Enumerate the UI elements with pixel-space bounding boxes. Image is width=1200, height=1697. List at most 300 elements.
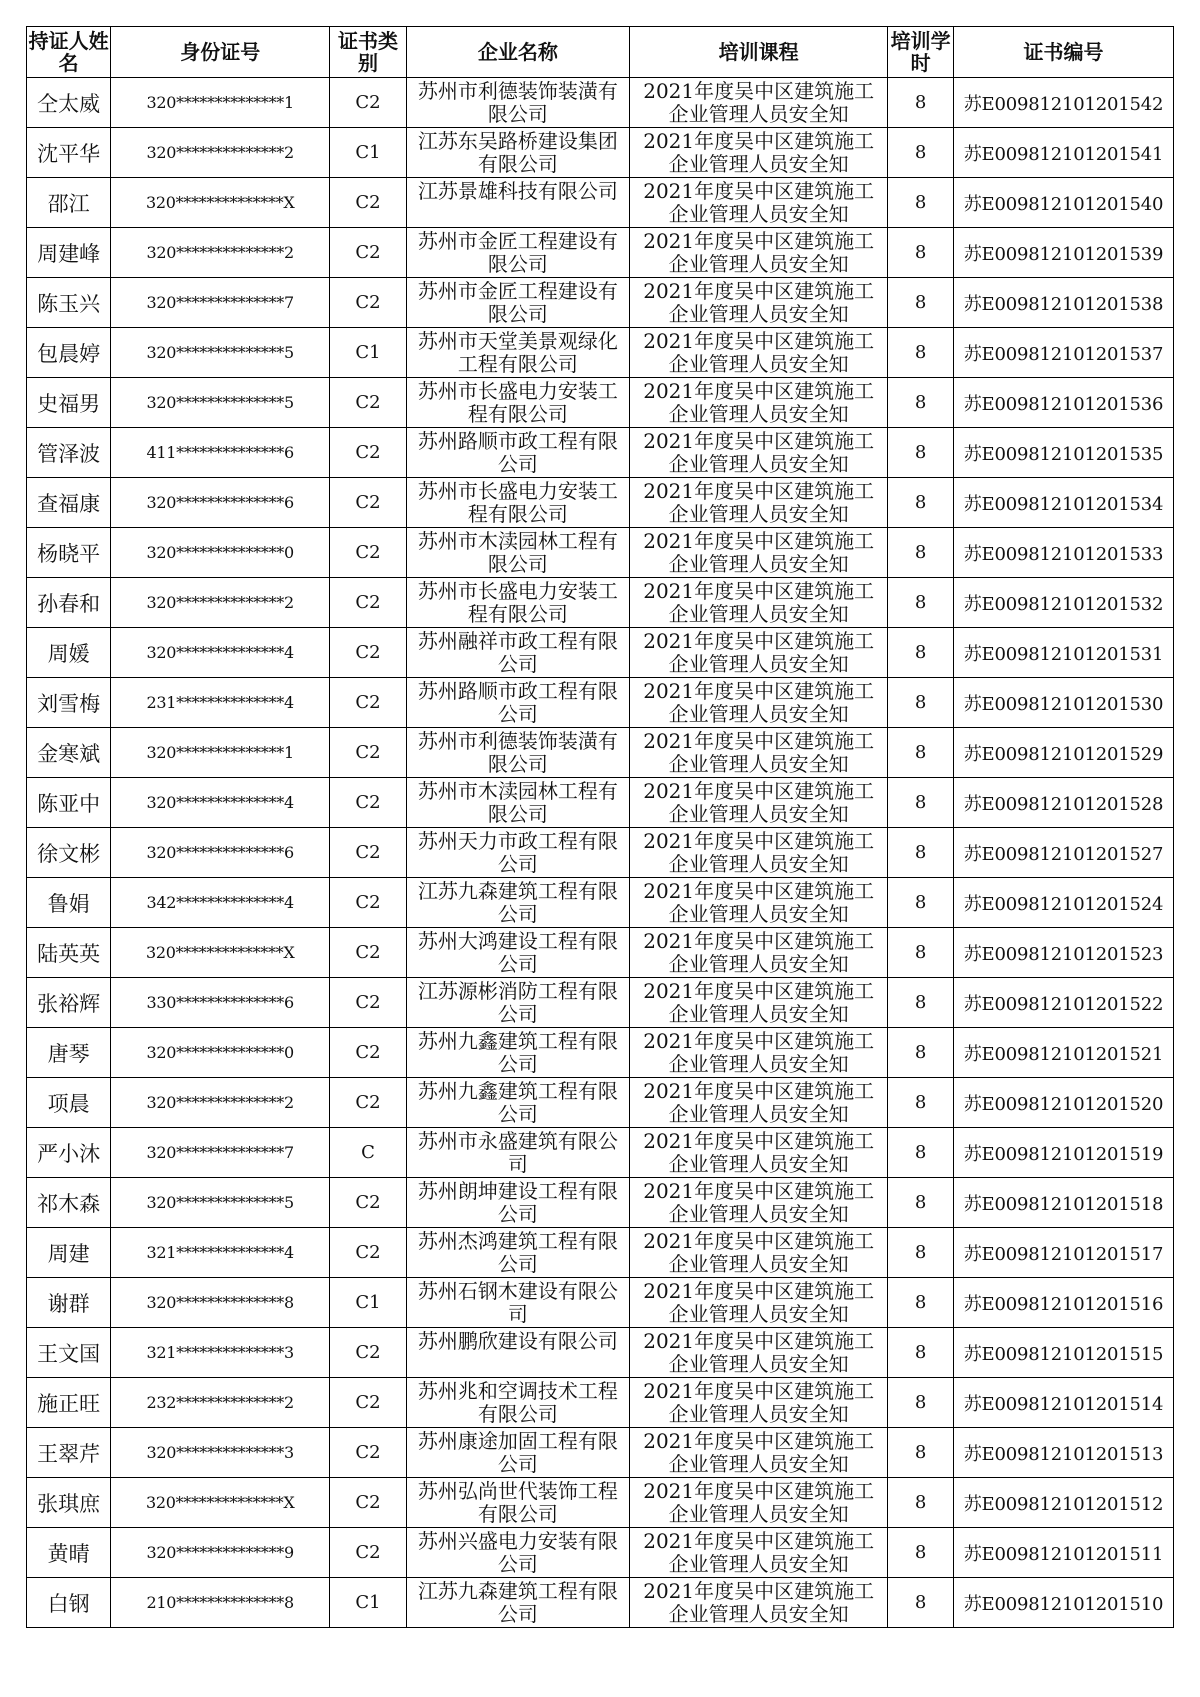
enterprise-name-cell bbox=[406, 778, 629, 828]
cert-type-cell: C2 bbox=[330, 578, 407, 628]
cert-type-cell: C2 bbox=[330, 728, 407, 778]
training-course: 2021年度吴中区建筑施工企业管理人员安全知 bbox=[643, 1179, 875, 1226]
table-row bbox=[27, 1028, 1174, 1078]
training-course-cell bbox=[630, 278, 888, 328]
enterprise-name-cell bbox=[406, 378, 629, 428]
enterprise-name: 江苏九森建筑工程有限公司 bbox=[417, 1579, 618, 1626]
cert-number-cell: 苏E009812101201512 bbox=[953, 1478, 1173, 1528]
training-course-cell bbox=[630, 1228, 888, 1278]
cert-type-cell: C2 bbox=[330, 1528, 407, 1578]
training-course-cell bbox=[630, 228, 888, 278]
cert-number-cell: 苏E009812101201538 bbox=[953, 278, 1173, 328]
training-hours-cell: 8 bbox=[888, 478, 954, 528]
training-course-cell bbox=[630, 478, 888, 528]
training-course-cell bbox=[630, 128, 888, 178]
id-number-cell: 320**************2 bbox=[111, 1078, 330, 1128]
holder-name-cell: 邵江 bbox=[27, 178, 111, 228]
training-course: 2021年度吴中区建筑施工企业管理人员安全知 bbox=[643, 279, 875, 326]
training-course-cell bbox=[630, 1278, 888, 1328]
cert-type-cell: C2 bbox=[330, 428, 407, 478]
training-course: 2021年度吴中区建筑施工企业管理人员安全知 bbox=[643, 479, 875, 526]
id-number-cell: 342**************4 bbox=[111, 878, 330, 928]
cert-type-cell: C2 bbox=[330, 378, 407, 428]
cert-type-cell: C2 bbox=[330, 78, 407, 128]
training-course-cell bbox=[630, 978, 888, 1028]
enterprise-name-cell bbox=[406, 278, 629, 328]
enterprise-name-cell bbox=[406, 1028, 629, 1078]
training-course-cell bbox=[630, 628, 888, 678]
enterprise-name-cell bbox=[406, 578, 629, 628]
enterprise-name: 苏州市长盛电力安装工程有限公司 bbox=[417, 479, 618, 526]
cert-type-cell: C1 bbox=[330, 128, 407, 178]
cert-number-cell: 苏E009812101201537 bbox=[953, 328, 1173, 378]
holder-name-cell: 孙春和 bbox=[27, 578, 111, 628]
table-row bbox=[27, 1478, 1174, 1528]
id-number-cell: 320**************1 bbox=[111, 78, 330, 128]
enterprise-name: 江苏九森建筑工程有限公司 bbox=[417, 879, 618, 926]
table-row bbox=[27, 378, 1174, 428]
training-course: 2021年度吴中区建筑施工企业管理人员安全知 bbox=[643, 879, 875, 926]
training-hours-cell: 8 bbox=[888, 378, 954, 428]
enterprise-name: 江苏源彬消防工程有限公司 bbox=[417, 979, 618, 1026]
header-hours: 培训学时 bbox=[888, 27, 954, 78]
training-course-cell bbox=[630, 1578, 888, 1628]
holder-name-cell: 管泽波 bbox=[27, 428, 111, 478]
cert-type-cell: C2 bbox=[330, 978, 407, 1028]
cert-number-cell: 苏E009812101201514 bbox=[953, 1378, 1173, 1428]
id-number-cell: 320**************6 bbox=[111, 828, 330, 878]
enterprise-name: 江苏东吴路桥建设集团有限公司 bbox=[417, 129, 618, 176]
training-course: 2021年度吴中区建筑施工企业管理人员安全知 bbox=[643, 1029, 875, 1076]
cert-number-cell: 苏E009812101201517 bbox=[953, 1228, 1173, 1278]
header-cert-no: 证书编号 bbox=[953, 27, 1173, 78]
training-course: 2021年度吴中区建筑施工企业管理人员安全知 bbox=[643, 79, 875, 126]
enterprise-name: 苏州石钢木建设有限公司 bbox=[417, 1279, 618, 1326]
enterprise-name: 苏州路顺市政工程有限公司 bbox=[417, 679, 618, 726]
training-course: 2021年度吴中区建筑施工企业管理人员安全知 bbox=[643, 529, 875, 576]
training-hours-cell: 8 bbox=[888, 528, 954, 578]
training-hours-cell: 8 bbox=[888, 1328, 954, 1378]
training-course-cell bbox=[630, 1428, 888, 1478]
training-course-cell bbox=[630, 578, 888, 628]
training-hours-cell: 8 bbox=[888, 1478, 954, 1528]
cert-number-cell: 苏E009812101201519 bbox=[953, 1128, 1173, 1178]
training-course: 2021年度吴中区建筑施工企业管理人员安全知 bbox=[643, 1279, 875, 1326]
table-row bbox=[27, 678, 1174, 728]
table-body bbox=[27, 78, 1174, 1628]
training-course-cell bbox=[630, 528, 888, 578]
training-hours-cell: 8 bbox=[888, 278, 954, 328]
table-row bbox=[27, 1528, 1174, 1578]
id-number-cell: 321**************4 bbox=[111, 1228, 330, 1278]
table-row bbox=[27, 78, 1174, 128]
id-number-cell: 320**************5 bbox=[111, 328, 330, 378]
enterprise-name-cell bbox=[406, 978, 629, 1028]
holder-name-cell: 沈平华 bbox=[27, 128, 111, 178]
training-course: 2021年度吴中区建筑施工企业管理人员安全知 bbox=[643, 729, 875, 776]
training-course-cell bbox=[630, 1528, 888, 1578]
id-number-cell: 330**************6 bbox=[111, 978, 330, 1028]
id-number-cell: 320**************5 bbox=[111, 1178, 330, 1228]
training-course-cell bbox=[630, 778, 888, 828]
cert-number-cell: 苏E009812101201533 bbox=[953, 528, 1173, 578]
holder-name-cell: 查福康 bbox=[27, 478, 111, 528]
holder-name-cell: 金寒斌 bbox=[27, 728, 111, 778]
table-row bbox=[27, 628, 1174, 678]
training-hours-cell: 8 bbox=[888, 1028, 954, 1078]
training-course: 2021年度吴中区建筑施工企业管理人员安全知 bbox=[643, 779, 875, 826]
training-hours-cell: 8 bbox=[888, 628, 954, 678]
enterprise-name-cell bbox=[406, 128, 629, 178]
table-row bbox=[27, 428, 1174, 478]
training-course: 2021年度吴中区建筑施工企业管理人员安全知 bbox=[643, 179, 875, 226]
cert-number-cell: 苏E009812101201534 bbox=[953, 478, 1173, 528]
training-course: 2021年度吴中区建筑施工企业管理人员安全知 bbox=[643, 379, 875, 426]
enterprise-name: 江苏景雄科技有限公司 bbox=[417, 179, 618, 203]
cert-number-cell: 苏E009812101201536 bbox=[953, 378, 1173, 428]
holder-name-cell: 白钢 bbox=[27, 1578, 111, 1628]
id-number-cell: 320**************X bbox=[111, 928, 330, 978]
enterprise-name: 苏州朗坤建设工程有限公司 bbox=[417, 1179, 618, 1226]
id-number-cell: 411**************6 bbox=[111, 428, 330, 478]
enterprise-name-cell bbox=[406, 228, 629, 278]
table-row bbox=[27, 878, 1174, 928]
table-row bbox=[27, 978, 1174, 1028]
training-course: 2021年度吴中区建筑施工企业管理人员安全知 bbox=[643, 679, 875, 726]
training-course: 2021年度吴中区建筑施工企业管理人员安全知 bbox=[643, 579, 875, 626]
enterprise-name-cell bbox=[406, 828, 629, 878]
holder-name-cell: 徐文彬 bbox=[27, 828, 111, 878]
cert-type-cell: C1 bbox=[330, 1278, 407, 1328]
enterprise-name-cell bbox=[406, 328, 629, 378]
id-number-cell: 320**************0 bbox=[111, 1028, 330, 1078]
training-hours-cell: 8 bbox=[888, 228, 954, 278]
enterprise-name-cell bbox=[406, 428, 629, 478]
training-course: 2021年度吴中区建筑施工企业管理人员安全知 bbox=[643, 1329, 875, 1376]
training-course-cell bbox=[630, 1378, 888, 1428]
holder-name-cell: 唐琴 bbox=[27, 1028, 111, 1078]
holder-name-cell: 张裕辉 bbox=[27, 978, 111, 1028]
training-hours-cell: 8 bbox=[888, 1428, 954, 1478]
holder-name-cell: 周媛 bbox=[27, 628, 111, 678]
header-name: 持证人姓名 bbox=[27, 27, 111, 78]
table-row bbox=[27, 1178, 1174, 1228]
cert-type-cell: C2 bbox=[330, 1228, 407, 1278]
holder-name-cell: 施正旺 bbox=[27, 1378, 111, 1428]
cert-type-cell: C2 bbox=[330, 278, 407, 328]
training-hours-cell: 8 bbox=[888, 878, 954, 928]
training-course-cell bbox=[630, 828, 888, 878]
enterprise-name-cell bbox=[406, 1178, 629, 1228]
certificate-table bbox=[26, 26, 1174, 1628]
table-row bbox=[27, 1278, 1174, 1328]
table-row bbox=[27, 1428, 1174, 1478]
training-course-cell bbox=[630, 878, 888, 928]
enterprise-name-cell bbox=[406, 1478, 629, 1528]
enterprise-name-cell bbox=[406, 1278, 629, 1328]
enterprise-name-cell bbox=[406, 178, 629, 228]
holder-name-cell: 谢群 bbox=[27, 1278, 111, 1328]
training-course-cell bbox=[630, 928, 888, 978]
training-hours-cell: 8 bbox=[888, 1278, 954, 1328]
table-row bbox=[27, 828, 1174, 878]
training-hours-cell: 8 bbox=[888, 678, 954, 728]
enterprise-name: 苏州市金匠工程建设有限公司 bbox=[417, 229, 618, 276]
table-row bbox=[27, 778, 1174, 828]
training-hours-cell: 8 bbox=[888, 128, 954, 178]
id-number-cell: 320**************6 bbox=[111, 478, 330, 528]
enterprise-name: 苏州市长盛电力安装工程有限公司 bbox=[417, 579, 618, 626]
enterprise-name-cell bbox=[406, 1228, 629, 1278]
cert-number-cell: 苏E009812101201539 bbox=[953, 228, 1173, 278]
id-number-cell: 320**************0 bbox=[111, 528, 330, 578]
holder-name-cell: 刘雪梅 bbox=[27, 678, 111, 728]
training-course: 2021年度吴中区建筑施工企业管理人员安全知 bbox=[643, 929, 875, 976]
cert-number-cell: 苏E009812101201535 bbox=[953, 428, 1173, 478]
enterprise-name: 苏州市木渎园林工程有限公司 bbox=[417, 529, 618, 576]
cert-type-cell: C2 bbox=[330, 878, 407, 928]
cert-number-cell: 苏E009812101201515 bbox=[953, 1328, 1173, 1378]
table-row bbox=[27, 1378, 1174, 1428]
training-hours-cell: 8 bbox=[888, 1578, 954, 1628]
cert-number-cell: 苏E009812101201523 bbox=[953, 928, 1173, 978]
header-enterprise: 企业名称 bbox=[406, 27, 629, 78]
training-hours-cell: 8 bbox=[888, 978, 954, 1028]
enterprise-name: 苏州融祥市政工程有限公司 bbox=[417, 629, 618, 676]
enterprise-name-cell bbox=[406, 528, 629, 578]
enterprise-name: 苏州兆和空调技术工程有限公司 bbox=[417, 1379, 618, 1426]
header-id: 身份证号 bbox=[111, 27, 330, 78]
table-row bbox=[27, 528, 1174, 578]
cert-type-cell: C2 bbox=[330, 1428, 407, 1478]
enterprise-name-cell bbox=[406, 1578, 629, 1628]
training-course-cell bbox=[630, 178, 888, 228]
cert-type-cell: C2 bbox=[330, 178, 407, 228]
enterprise-name: 苏州九鑫建筑工程有限公司 bbox=[417, 1079, 618, 1126]
header-course: 培训课程 bbox=[630, 27, 888, 78]
cert-number-cell: 苏E009812101201520 bbox=[953, 1078, 1173, 1128]
training-course: 2021年度吴中区建筑施工企业管理人员安全知 bbox=[643, 1479, 875, 1526]
cert-type-cell: C2 bbox=[330, 928, 407, 978]
id-number-cell: 320**************7 bbox=[111, 278, 330, 328]
table-row bbox=[27, 1328, 1174, 1378]
cert-type-cell: C2 bbox=[330, 678, 407, 728]
cert-number-cell: 苏E009812101201530 bbox=[953, 678, 1173, 728]
table-row bbox=[27, 478, 1174, 528]
id-number-cell: 320**************4 bbox=[111, 778, 330, 828]
id-number-cell: 320**************1 bbox=[111, 728, 330, 778]
training-course: 2021年度吴中区建筑施工企业管理人员安全知 bbox=[643, 1229, 875, 1276]
table-row bbox=[27, 1578, 1174, 1628]
header-row bbox=[27, 27, 1174, 78]
holder-name-cell: 周建 bbox=[27, 1228, 111, 1278]
cert-type-cell: C2 bbox=[330, 628, 407, 678]
id-number-cell: 320**************8 bbox=[111, 1278, 330, 1328]
enterprise-name-cell bbox=[406, 78, 629, 128]
enterprise-name: 苏州市利德装饰装潢有限公司 bbox=[417, 79, 618, 126]
training-course-cell bbox=[630, 1028, 888, 1078]
cert-number-cell: 苏E009812101201528 bbox=[953, 778, 1173, 828]
holder-name-cell: 王文国 bbox=[27, 1328, 111, 1378]
cert-type-cell: C2 bbox=[330, 1028, 407, 1078]
enterprise-name: 苏州杰鸿建筑工程有限公司 bbox=[417, 1229, 618, 1276]
cert-type-cell: C2 bbox=[330, 1478, 407, 1528]
cert-type-cell: C2 bbox=[330, 778, 407, 828]
holder-name-cell: 祁木森 bbox=[27, 1178, 111, 1228]
holder-name-cell: 黄晴 bbox=[27, 1528, 111, 1578]
enterprise-name: 苏州市金匠工程建设有限公司 bbox=[417, 279, 618, 326]
training-course: 2021年度吴中区建筑施工企业管理人员安全知 bbox=[643, 129, 875, 176]
enterprise-name: 苏州兴盛电力安装有限公司 bbox=[417, 1529, 618, 1576]
training-course: 2021年度吴中区建筑施工企业管理人员安全知 bbox=[643, 1079, 875, 1126]
holder-name-cell: 周建峰 bbox=[27, 228, 111, 278]
table-row bbox=[27, 128, 1174, 178]
enterprise-name: 苏州市天堂美景观绿化工程有限公司 bbox=[417, 329, 618, 376]
cert-number-cell: 苏E009812101201516 bbox=[953, 1278, 1173, 1328]
enterprise-name: 苏州天力市政工程有限公司 bbox=[417, 829, 618, 876]
enterprise-name-cell bbox=[406, 1078, 629, 1128]
training-hours-cell: 8 bbox=[888, 1228, 954, 1278]
cert-number-cell: 苏E009812101201513 bbox=[953, 1428, 1173, 1478]
cert-number-cell: 苏E009812101201511 bbox=[953, 1528, 1173, 1578]
cert-type-cell: C2 bbox=[330, 1328, 407, 1378]
holder-name-cell: 史福男 bbox=[27, 378, 111, 428]
id-number-cell: 320**************X bbox=[111, 1478, 330, 1528]
training-course-cell bbox=[630, 728, 888, 778]
enterprise-name-cell bbox=[406, 1378, 629, 1428]
training-hours-cell: 8 bbox=[888, 328, 954, 378]
training-course: 2021年度吴中区建筑施工企业管理人员安全知 bbox=[643, 1129, 875, 1176]
cert-type-cell: C2 bbox=[330, 1178, 407, 1228]
cert-number-cell: 苏E009812101201541 bbox=[953, 128, 1173, 178]
cert-number-cell: 苏E009812101201542 bbox=[953, 78, 1173, 128]
id-number-cell: 321**************3 bbox=[111, 1328, 330, 1378]
enterprise-name-cell bbox=[406, 678, 629, 728]
training-hours-cell: 8 bbox=[888, 428, 954, 478]
training-course-cell bbox=[630, 78, 888, 128]
id-number-cell: 320**************4 bbox=[111, 628, 330, 678]
table-row bbox=[27, 228, 1174, 278]
enterprise-name-cell bbox=[406, 728, 629, 778]
enterprise-name: 苏州市利德装饰装潢有限公司 bbox=[417, 729, 618, 776]
cert-type-cell: C bbox=[330, 1128, 407, 1178]
enterprise-name-cell bbox=[406, 928, 629, 978]
enterprise-name: 苏州九鑫建筑工程有限公司 bbox=[417, 1029, 618, 1076]
training-course-cell bbox=[630, 1178, 888, 1228]
id-number-cell: 232**************2 bbox=[111, 1378, 330, 1428]
training-course: 2021年度吴中区建筑施工企业管理人员安全知 bbox=[643, 829, 875, 876]
table-row bbox=[27, 178, 1174, 228]
id-number-cell: 320**************2 bbox=[111, 578, 330, 628]
cert-number-cell: 苏E009812101201532 bbox=[953, 578, 1173, 628]
training-hours-cell: 8 bbox=[888, 728, 954, 778]
id-number-cell: 320**************7 bbox=[111, 1128, 330, 1178]
cert-number-cell: 苏E009812101201527 bbox=[953, 828, 1173, 878]
holder-name-cell: 杨晓平 bbox=[27, 528, 111, 578]
cert-number-cell: 苏E009812101201522 bbox=[953, 978, 1173, 1028]
id-number-cell: 320**************X bbox=[111, 178, 330, 228]
enterprise-name: 苏州市木渎园林工程有限公司 bbox=[417, 779, 618, 826]
holder-name-cell: 陆英英 bbox=[27, 928, 111, 978]
training-hours-cell: 8 bbox=[888, 778, 954, 828]
training-hours-cell: 8 bbox=[888, 1128, 954, 1178]
enterprise-name-cell bbox=[406, 478, 629, 528]
enterprise-name-cell bbox=[406, 1428, 629, 1478]
cert-type-cell: C1 bbox=[330, 328, 407, 378]
cert-type-cell: C1 bbox=[330, 1578, 407, 1628]
training-course-cell bbox=[630, 1478, 888, 1528]
cert-type-cell: C2 bbox=[330, 528, 407, 578]
cert-number-cell: 苏E009812101201524 bbox=[953, 878, 1173, 928]
table-row bbox=[27, 578, 1174, 628]
training-course-cell bbox=[630, 1128, 888, 1178]
training-course: 2021年度吴中区建筑施工企业管理人员安全知 bbox=[643, 1379, 875, 1426]
id-number-cell: 231**************4 bbox=[111, 678, 330, 728]
id-number-cell: 320**************5 bbox=[111, 378, 330, 428]
enterprise-name-cell bbox=[406, 1528, 629, 1578]
id-number-cell: 210**************8 bbox=[111, 1578, 330, 1628]
training-course: 2021年度吴中区建筑施工企业管理人员安全知 bbox=[643, 629, 875, 676]
training-hours-cell: 8 bbox=[888, 578, 954, 628]
training-hours-cell: 8 bbox=[888, 928, 954, 978]
cert-type-cell: C2 bbox=[330, 828, 407, 878]
enterprise-name-cell bbox=[406, 1128, 629, 1178]
table-row bbox=[27, 928, 1174, 978]
holder-name-cell: 王翠芹 bbox=[27, 1428, 111, 1478]
enterprise-name: 苏州大鸿建设工程有限公司 bbox=[417, 929, 618, 976]
table-row bbox=[27, 1228, 1174, 1278]
training-hours-cell: 8 bbox=[888, 1078, 954, 1128]
training-course: 2021年度吴中区建筑施工企业管理人员安全知 bbox=[643, 979, 875, 1026]
training-course-cell bbox=[630, 328, 888, 378]
training-hours-cell: 8 bbox=[888, 828, 954, 878]
id-number-cell: 320**************9 bbox=[111, 1528, 330, 1578]
table-row bbox=[27, 328, 1174, 378]
id-number-cell: 320**************2 bbox=[111, 228, 330, 278]
cert-type-cell: C2 bbox=[330, 1378, 407, 1428]
holder-name-cell: 项晨 bbox=[27, 1078, 111, 1128]
id-number-cell: 320**************2 bbox=[111, 128, 330, 178]
enterprise-name: 苏州鹏欣建设有限公司 bbox=[417, 1329, 618, 1353]
enterprise-name-cell bbox=[406, 878, 629, 928]
enterprise-name-cell bbox=[406, 1328, 629, 1378]
training-course-cell bbox=[630, 428, 888, 478]
enterprise-name-cell bbox=[406, 628, 629, 678]
holder-name-cell: 仝太威 bbox=[27, 78, 111, 128]
training-course: 2021年度吴中区建筑施工企业管理人员安全知 bbox=[643, 229, 875, 276]
certificate-list-sheet bbox=[26, 26, 1174, 1628]
training-hours-cell: 8 bbox=[888, 1528, 954, 1578]
training-course: 2021年度吴中区建筑施工企业管理人员安全知 bbox=[643, 429, 875, 476]
training-hours-cell: 8 bbox=[888, 78, 954, 128]
enterprise-name: 苏州市永盛建筑有限公司 bbox=[417, 1129, 618, 1176]
training-course: 2021年度吴中区建筑施工企业管理人员安全知 bbox=[643, 1429, 875, 1476]
training-course-cell bbox=[630, 378, 888, 428]
cert-number-cell: 苏E009812101201540 bbox=[953, 178, 1173, 228]
cert-number-cell: 苏E009812101201521 bbox=[953, 1028, 1173, 1078]
header-type: 证书类别 bbox=[330, 27, 407, 78]
id-number-cell: 320**************3 bbox=[111, 1428, 330, 1478]
cert-type-cell: C2 bbox=[330, 228, 407, 278]
training-hours-cell: 8 bbox=[888, 1378, 954, 1428]
cert-type-cell: C2 bbox=[330, 1078, 407, 1128]
training-course-cell bbox=[630, 1328, 888, 1378]
enterprise-name: 苏州市长盛电力安装工程有限公司 bbox=[417, 379, 618, 426]
training-course: 2021年度吴中区建筑施工企业管理人员安全知 bbox=[643, 1529, 875, 1576]
cert-number-cell: 苏E009812101201531 bbox=[953, 628, 1173, 678]
table-row bbox=[27, 1128, 1174, 1178]
training-course-cell bbox=[630, 1078, 888, 1128]
